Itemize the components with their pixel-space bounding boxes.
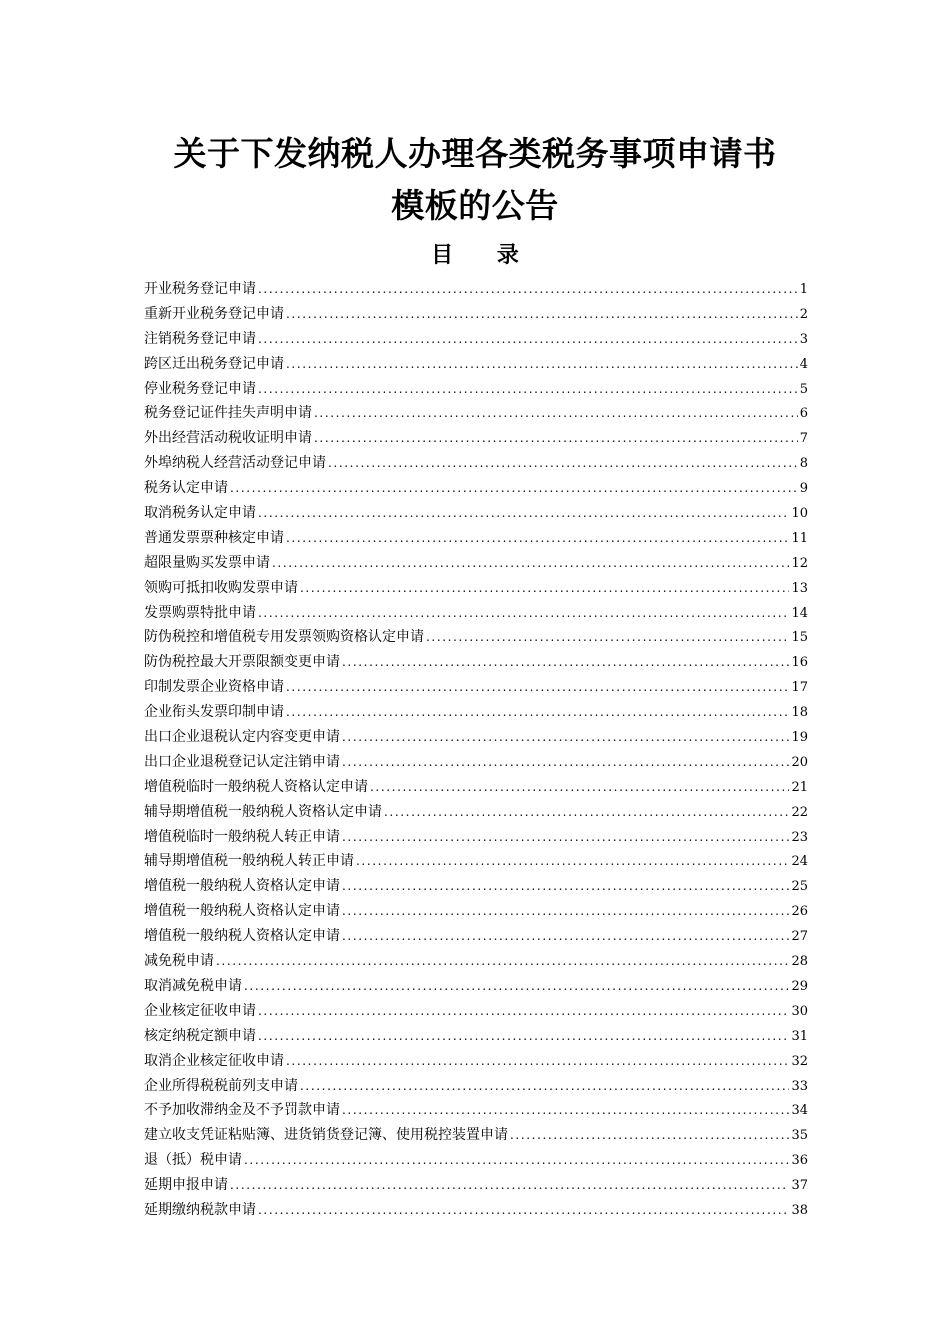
toc-entry-page-number: 22	[791, 804, 808, 820]
toc-entry-page-number: 31	[791, 1028, 808, 1044]
toc-entry[interactable]	[144, 1173, 808, 1198]
toc-entry-page-number: 27	[791, 929, 808, 945]
toc-entry-page-number: 23	[791, 829, 808, 845]
toc-entry-label: 开业税务登记申请	[144, 281, 256, 297]
toc-entry-label: 企业核定征收申请	[144, 1002, 256, 1019]
toc-entry[interactable]	[144, 1024, 808, 1049]
toc-entry[interactable]	[144, 675, 808, 700]
toc-entry[interactable]	[144, 874, 808, 899]
toc-entry-page-number: 33	[791, 1078, 808, 1094]
toc-entry-page-number: 8	[799, 456, 808, 472]
toc-entry-label: 延期申报申请	[144, 1177, 228, 1194]
toc-entry-label: 停业税务登记申请	[144, 380, 256, 397]
toc-entry-page-number: 13	[791, 580, 808, 596]
toc-entry-page-number: 15	[791, 630, 808, 646]
toc-entry-label: 税务登记证件挂失声明申请	[144, 405, 312, 422]
toc-entry[interactable]	[144, 625, 808, 650]
toc-entry-page-number: 21	[791, 779, 808, 795]
toc-entry-page-number: 2	[799, 306, 808, 322]
toc-dot-leader	[342, 924, 789, 949]
toc-entry-page-number: 26	[791, 904, 808, 920]
toc-entry[interactable]	[144, 1148, 808, 1173]
toc-dot-leader	[300, 1074, 789, 1099]
toc-entry-label: 建立收支凭证粘贴簿、进货销货登记簿、使用税控装置申请	[144, 1127, 508, 1144]
toc-dot-leader	[258, 501, 789, 526]
toc-dot-leader	[258, 601, 789, 626]
toc-dot-leader	[342, 725, 789, 750]
toc-dot-leader	[426, 625, 789, 650]
toc-entry-label: 外出经营活动税收证明申请	[144, 430, 312, 447]
toc-entry[interactable]	[144, 1198, 808, 1223]
toc-entry-label: 增值税临时一般纳税人转正申请	[144, 828, 340, 845]
toc-entry-page-number: 9	[799, 481, 808, 497]
toc-entry-page-number: 4	[799, 356, 808, 372]
toc-dot-leader	[258, 377, 798, 402]
table-of-contents	[144, 277, 808, 1223]
toc-entry[interactable]	[144, 725, 808, 750]
toc-entry-page-number: 30	[791, 1003, 808, 1019]
toc-entry-page-number: 25	[791, 879, 808, 895]
toc-dot-leader	[230, 476, 798, 501]
toc-entry-page-number: 20	[791, 754, 808, 770]
toc-entry[interactable]	[144, 700, 808, 725]
toc-dot-leader	[286, 526, 789, 551]
toc-dot-leader	[258, 277, 798, 302]
toc-entry-label: 防伪税控最大开票限额变更申请	[144, 654, 340, 671]
toc-entry-page-number: 35	[791, 1128, 808, 1144]
toc-entry[interactable]	[144, 650, 808, 675]
toc-dot-leader	[230, 1173, 789, 1198]
toc-entry-page-number: 32	[791, 1053, 808, 1069]
toc-entry-label: 不予加收滞纳金及不予罚款申请	[144, 1102, 340, 1119]
toc-entry-page-number: 19	[791, 730, 808, 746]
toc-entry-page-number: 36	[791, 1153, 808, 1169]
toc-entry-label: 核定纳税定额申请	[144, 1027, 256, 1044]
toc-dot-leader	[258, 1198, 789, 1223]
toc-entry-label: 外埠纳税人经营活动登记申请	[144, 455, 326, 472]
toc-entry[interactable]	[144, 476, 808, 501]
toc-dot-leader	[258, 999, 789, 1024]
toc-entry-label: 普通发票票种核定申请	[144, 529, 284, 546]
toc-entry-page-number: 3	[799, 331, 808, 347]
toc-entry[interactable]	[144, 352, 808, 377]
toc-entry[interactable]	[144, 1074, 808, 1099]
toc-heading: 目 录	[431, 243, 519, 268]
toc-entry[interactable]	[144, 1098, 808, 1123]
toc-dot-leader	[272, 551, 789, 576]
toc-dot-leader	[286, 675, 789, 700]
toc-entry-page-number: 17	[791, 680, 808, 696]
toc-entry[interactable]	[144, 551, 808, 576]
toc-entry-label: 出口企业退税认定内容变更申请	[144, 729, 340, 746]
toc-entry-label: 印制发票企业资格申请	[144, 679, 284, 696]
toc-entry-label: 退（抵）税申请	[144, 1152, 242, 1169]
toc-dot-leader	[216, 949, 789, 974]
toc-dot-leader	[384, 800, 789, 825]
toc-entry-page-number: 28	[791, 954, 808, 970]
toc-entry[interactable]	[144, 849, 808, 874]
toc-entry[interactable]	[144, 1123, 808, 1148]
toc-entry-label: 延期缴纳税款申请	[144, 1201, 256, 1218]
toc-entry[interactable]	[144, 825, 808, 850]
toc-entry-label: 税务认定申请	[144, 480, 228, 497]
toc-entry-page-number: 1	[799, 282, 808, 297]
toc-entry[interactable]	[144, 377, 808, 402]
toc-entry-label: 领购可抵扣收购发票申请	[144, 579, 298, 596]
toc-entry-label: 辅导期增值税一般纳税人资格认定申请	[144, 803, 382, 820]
toc-entry-label: 超限量购买发票申请	[144, 554, 270, 571]
toc-entry-label: 跨区迁出税务登记申请	[144, 355, 284, 372]
toc-dot-leader	[258, 1024, 789, 1049]
document-title-line-2: 模板的公告	[391, 186, 559, 225]
toc-entry-label: 增值税一般纳税人资格认定申请	[144, 928, 340, 945]
toc-dot-leader	[328, 451, 798, 476]
document-title-line-1: 关于下发纳税人办理各类税务事项申请书	[173, 134, 777, 173]
toc-entry-label: 辅导期增值税一般纳税人转正申请	[144, 853, 354, 870]
toc-dot-leader	[342, 650, 789, 675]
toc-entry-label: 取消税务认定申请	[144, 505, 256, 522]
toc-entry-page-number: 18	[791, 705, 808, 721]
toc-entry[interactable]	[144, 999, 808, 1024]
toc-dot-leader	[342, 1098, 789, 1123]
toc-entry-label: 注销税务登记申请	[144, 330, 256, 347]
toc-entry[interactable]	[144, 327, 808, 352]
toc-entry-label: 重新开业税务登记申请	[144, 305, 284, 322]
toc-dot-leader	[244, 1148, 789, 1173]
toc-dot-leader	[356, 849, 789, 874]
toc-entry-page-number: 12	[791, 555, 808, 571]
toc-entry-page-number: 6	[799, 406, 808, 422]
toc-entry[interactable]	[144, 949, 808, 974]
toc-dot-leader	[286, 302, 798, 327]
toc-dot-leader	[314, 401, 798, 426]
toc-dot-leader	[286, 352, 798, 377]
toc-entry-label: 取消企业核定征收申请	[144, 1052, 284, 1069]
toc-entry[interactable]	[144, 401, 808, 426]
toc-entry[interactable]	[144, 451, 808, 476]
toc-entry[interactable]	[144, 899, 808, 924]
toc-dot-leader	[342, 874, 789, 899]
toc-entry-label: 增值税一般纳税人资格认定申请	[144, 903, 340, 920]
toc-entry[interactable]	[144, 750, 808, 775]
toc-entry[interactable]	[144, 775, 808, 800]
toc-entry-label: 增值税一般纳税人资格认定申请	[144, 878, 340, 895]
toc-dot-leader	[510, 1123, 789, 1148]
toc-dot-leader	[286, 1049, 789, 1074]
toc-entry-label: 取消减免税申请	[144, 977, 242, 994]
toc-entry-page-number: 11	[791, 530, 808, 546]
toc-dot-leader	[286, 700, 789, 725]
toc-entry[interactable]	[144, 974, 808, 999]
toc-entry[interactable]	[144, 800, 808, 825]
toc-entry-page-number: 24	[791, 854, 808, 870]
toc-entry-page-number: 7	[799, 431, 808, 447]
toc-entry[interactable]	[144, 501, 808, 526]
toc-entry[interactable]	[144, 426, 808, 451]
toc-entry-page-number: 10	[791, 506, 808, 522]
toc-entry[interactable]	[144, 302, 808, 327]
toc-entry[interactable]	[144, 526, 808, 551]
toc-entry-page-number: 37	[791, 1178, 808, 1194]
toc-dot-leader	[370, 775, 789, 800]
toc-entry-label: 增值税临时一般纳税人资格认定申请	[144, 778, 368, 795]
toc-dot-leader	[300, 576, 789, 601]
toc-entry[interactable]	[144, 576, 808, 601]
toc-entry-label: 防伪税控和增值税专用发票领购资格认定申请	[144, 629, 424, 646]
toc-entry-page-number: 38	[791, 1202, 808, 1218]
toc-entry[interactable]	[144, 1049, 808, 1074]
toc-entry-label: 企业所得税税前列支申请	[144, 1077, 298, 1094]
toc-entry[interactable]	[144, 277, 808, 302]
toc-dot-leader	[342, 825, 789, 850]
toc-dot-leader	[244, 974, 789, 999]
toc-dot-leader	[258, 327, 798, 352]
toc-entry-page-number: 14	[791, 605, 808, 621]
toc-dot-leader	[342, 899, 789, 924]
toc-entry[interactable]	[144, 601, 808, 626]
toc-entry-page-number: 29	[791, 978, 808, 994]
toc-dot-leader	[342, 750, 789, 775]
toc-entry-page-number: 16	[791, 655, 808, 671]
toc-entry[interactable]	[144, 924, 808, 949]
toc-entry-page-number: 34	[791, 1103, 808, 1119]
toc-entry-label: 出口企业退税登记认定注销申请	[144, 753, 340, 770]
toc-entry-page-number: 5	[799, 381, 808, 397]
toc-entry-label: 减免税申请	[144, 953, 214, 970]
toc-entry-label: 企业衔头发票印制申请	[144, 704, 284, 721]
toc-entry-label: 发票购票特批申请	[144, 604, 256, 621]
toc-dot-leader	[314, 426, 798, 451]
